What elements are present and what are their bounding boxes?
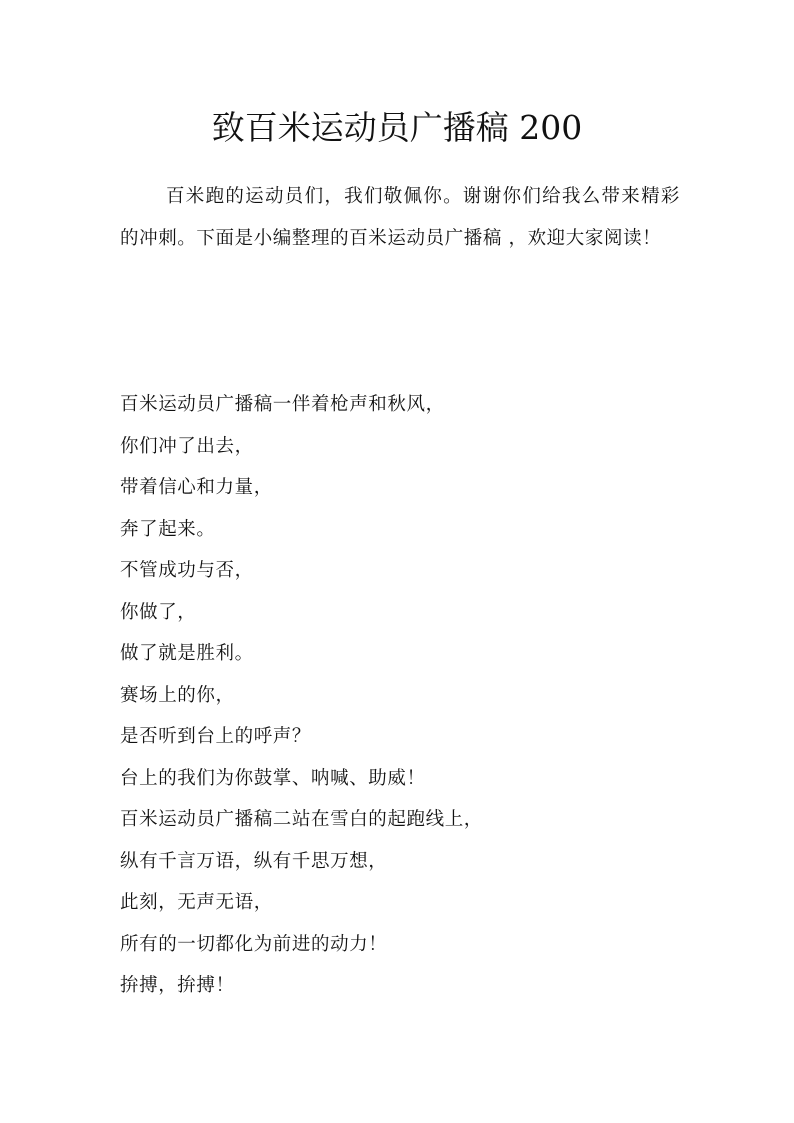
- poem-line: 赛场上的你，: [120, 684, 235, 706]
- poem-line: 带着信心和力量，: [120, 477, 273, 498]
- poem-line: 你做了，: [120, 601, 197, 623]
- poem-line: 百米运动员广播稿二站在雪白的起跑线上，: [120, 809, 483, 830]
- poem-line: 此刻，无声无语，: [120, 892, 273, 913]
- poem-line: 台上的我们为你鼓掌、呐喊、助威！: [120, 767, 426, 789]
- poem-line: 你们冲了出去，: [120, 435, 254, 457]
- poem-line: 所有的一切都化为前进的动力！: [120, 933, 388, 955]
- poem-line: 是否听到台上的呼声？: [120, 726, 312, 747]
- poem-line: 百米运动员广播稿一伴着枪声和秋风，: [120, 394, 445, 415]
- document-title: 致百米运动员广播稿 200: [211, 108, 583, 147]
- poem-line: 不管成功与否，: [120, 560, 254, 581]
- poem-body: [120, 384, 680, 1007]
- poem-line: 纵有千言万语，纵有千思万想，: [120, 850, 388, 872]
- poem-line: 拚搏，拚搏！: [120, 975, 235, 996]
- poem-line: 做了就是胜利。: [120, 643, 254, 664]
- intro-paragraph: 百米跑的运动员们，我们敬佩你。谢谢你们给我么带来精彩的冲刺。下面是小编整理的百米运动员广播稿 ，欢迎大家阅读！: [120, 186, 680, 249]
- poem-line: 奔了起来。: [120, 518, 216, 540]
